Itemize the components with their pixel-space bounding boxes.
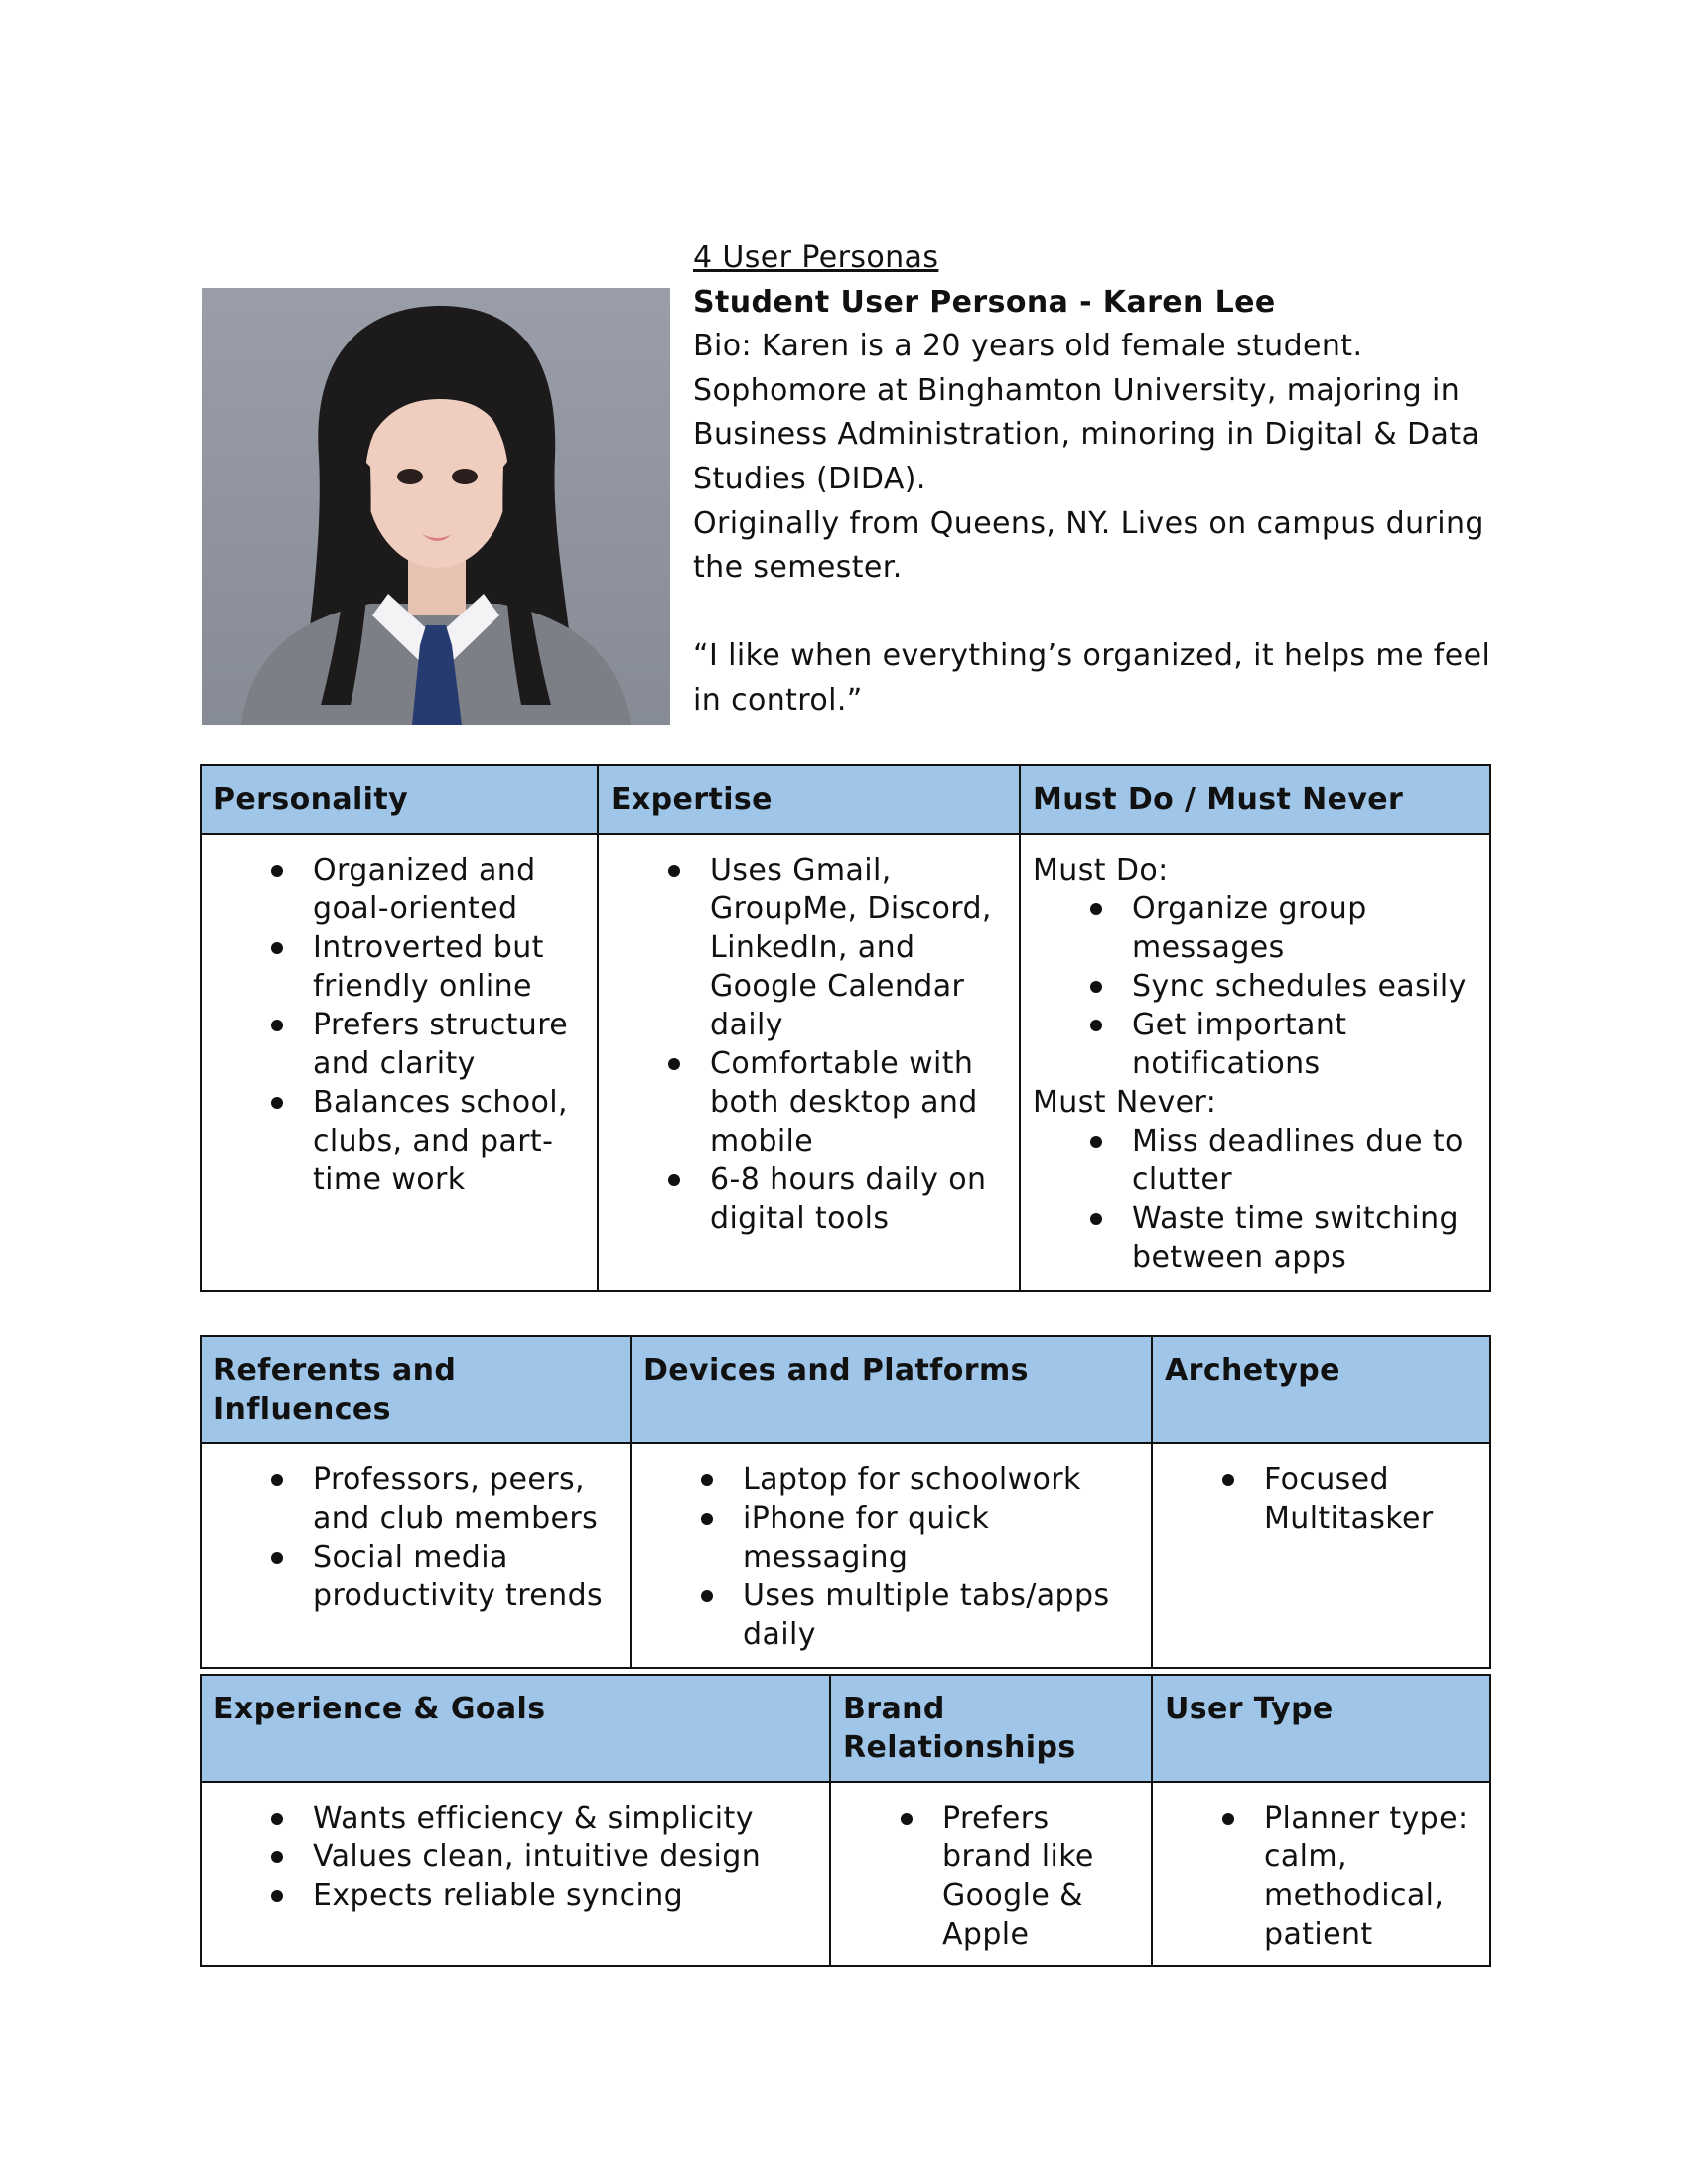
persona-table-traits (200, 764, 1491, 1292)
cell-user-type (1152, 1782, 1490, 1966)
list-item: Prefers structure and clarity (269, 1006, 585, 1083)
list-item: Expects reliable syncing (269, 1876, 817, 1915)
header-brand: Brand Relationships (830, 1675, 1152, 1782)
header-experience: Experience & Goals (201, 1675, 830, 1782)
list-item: Organize group messages (1088, 889, 1477, 967)
bio-line: the semester. (693, 550, 903, 586)
header-devices: Devices and Platforms (631, 1336, 1152, 1443)
cell-devices (631, 1443, 1152, 1668)
cell-referents (201, 1443, 631, 1668)
list-item: Miss deadlines due to clutter (1088, 1122, 1477, 1199)
list-item: Balances school, clubs, and part-time work (269, 1083, 585, 1199)
list-item: Prefers brand like Google & Apple (899, 1799, 1139, 1954)
list-item: 6-8 hours daily on digital tools (666, 1160, 1007, 1238)
header-user-type: User Type (1152, 1675, 1490, 1782)
list-item: Professors, peers, and club members (269, 1460, 618, 1538)
cell-must-do (1020, 834, 1490, 1291)
must-do-label: Must Do: (1033, 853, 1169, 887)
list-item: Social media productivity trends (269, 1538, 618, 1615)
header-must-do: Must Do / Must Never (1020, 765, 1490, 834)
header-personality: Personality (201, 765, 598, 834)
cell-brand (830, 1782, 1152, 1966)
list-item: Uses Gmail, GroupMe, Discord, LinkedIn, and Google Calendar daily (666, 851, 1007, 1044)
header-referents: Referents and Influences (201, 1336, 631, 1443)
list-item: Comfortable with both desktop and mobile (666, 1044, 1007, 1160)
list-item: Organized and goal-oriented (269, 851, 585, 928)
header-archetype: Archetype (1152, 1336, 1490, 1443)
list-item: Values clean, intuitive design (269, 1838, 817, 1876)
quote-line: “I like when everything’s organized, it helps me feel (693, 638, 1491, 674)
list-item: Planner type: calm, methodical, patient (1220, 1799, 1477, 1954)
bio-line: Sophomore at Binghamton University, majoring in (693, 372, 1461, 408)
persona-table-goals (200, 1674, 1491, 1967)
bio-line: Originally from Queens, NY. Lives on campus during (693, 505, 1484, 541)
list-item: Get important notifications (1088, 1006, 1477, 1083)
section-heading: 4 User Personas (693, 240, 939, 275)
bio-line: Bio: Karen is a 20 years old female student. (693, 329, 1363, 364)
cell-expertise (598, 834, 1020, 1291)
list-item: Focused Multitasker (1220, 1460, 1477, 1538)
list-item: Uses multiple tabs/apps daily (699, 1576, 1139, 1654)
list-item: Wants efficiency & simplicity (269, 1799, 817, 1838)
list-item: Sync schedules easily (1088, 967, 1477, 1006)
cell-archetype (1152, 1443, 1490, 1668)
cell-personality (201, 834, 598, 1291)
persona-header (693, 236, 1507, 724)
quote-line: in control.” (693, 682, 863, 718)
list-item: Waste time switching between apps (1088, 1199, 1477, 1277)
persona-photo (202, 288, 670, 725)
bio-line: Business Administration, minoring in Digital & Data (693, 417, 1480, 453)
persona-title: Student User Persona - Karen Lee (693, 284, 1276, 320)
list-item: Laptop for schoolwork (699, 1460, 1139, 1499)
header-expertise: Expertise (598, 765, 1020, 834)
must-never-label: Must Never: (1033, 1085, 1217, 1120)
cell-experience (201, 1782, 830, 1966)
list-item: iPhone for quick messaging (699, 1499, 1139, 1576)
persona-table-context (200, 1335, 1491, 1669)
bio-line: Studies (DIDA). (693, 461, 926, 496)
list-item: Introverted but friendly online (269, 928, 585, 1006)
